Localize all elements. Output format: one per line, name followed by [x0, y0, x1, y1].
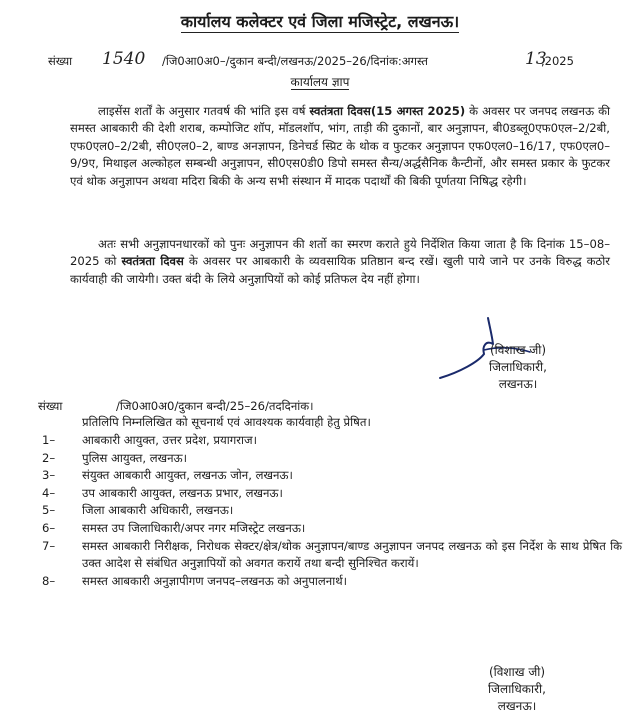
paragraph-2: अतः सभी अनुज्ञापनधारकों को पुनः अनुज्ञापन की शर्तो का स्मरण कराते हुये निर्देशित किया जाता है कि दिनांक 15–08–2025 को स्वतंत्रता दिवस के अवसर पर आबकारी के व्यवसायिक प्रतिष्ठान बन्द रखें। खुली पाये जाने पर उनके विरुद्ध कठोर कार्यवाही की जायेगी। उक्त बंदी के लिये अनुज्ञापियों को कोई प्रतिफल देय नहीं होगा। — [70, 237, 610, 286]
reference-year: ,2025 — [541, 54, 574, 68]
list-item: 4– उप आबकारी आयुक्त, लखनऊ प्रभार, लखनऊ। — [42, 485, 283, 500]
signature-block-copy — [455, 664, 579, 715]
copy-reference-label: संख्या — [38, 399, 63, 413]
list-item: 6– समस्त उप जिलाधिकारी/अपर नगर मजिस्ट्रेट लखनऊ। — [42, 520, 306, 535]
list-item: 1– आबकारी आयुक्त, उत्तर प्रदेश, प्रयागराज। — [42, 433, 257, 447]
list-item: 7– समस्त आबकारी निरीक्षक, निरोधक सेक्टर/क्षेत्र/थोक अनुज्ञापन/बाण्ड अनुज्ञापन जनपद लखनऊ को इस निर्देश के साथ प्रेषित कि उक्त आदेश से संबंधित अनुज्ञापियों को अवगत करायें तथा बन्दी सुनिश्चित करायें। — [42, 538, 622, 571]
paragraph-1: लाइसेंस शर्तों के अनुसार गतवर्ष की भांति इस वर्ष स्वतंत्रता दिवस(15 अगस्त 2025) के अवसर पर जनपद लखनऊ की समस्त आबकारी की देशी शराब, कम्पोजिट शॉप, मॉडलशॉप, भांग, ताड़ी की दुकानों, बार अनुज्ञापन, बी0डब्लू0एफ0एल–2/2बी, एफ0एल0–2/2बी, सी0एल0–2, बाण्ड अनज्ञापन, डिनेचर्ड स्प्रिट के थोक व फुटकर अनुज्ञापन एफ0एल0–16/17, एफ0एल0–9/9ए, मिथाइल अल्कोहल सम्बन्धी अनुज्ञापन, सी0एस0डी0 डिपो समस्त सैन्य/अर्द्धसैनिक कैन्टीनों, और समस्त प्रकार के फुटकर एवं थोक अनुज्ञापन अथवा मदिरा बिकी के अन्य सभी संस्थान में मादक पदार्थों की बिकी पूर्णतया निषिद्ध रहेगी। — [70, 104, 611, 188]
handwritten-dispatch-number: 1540 — [102, 49, 146, 69]
copy-recipient-list — [42, 432, 622, 590]
handwritten-date-day: 13 — [525, 49, 547, 69]
signatory-designation-copy: जिलाधिकारी, — [488, 682, 546, 696]
office-title: कार्यालय कलेक्टर एवं जिला मजिस्ट्रेट, लखनऊ। — [180, 12, 460, 31]
signatory-name-copy: (विशाख जी) — [488, 665, 546, 679]
paragraph-1-highlight: स्वतंत्रता दिवस(15 अगस्त 2025) — [309, 104, 466, 118]
copy-reference-number: /जि0आ0अ0/दुकान बन्दी/25–26/तददिनांक। — [116, 399, 314, 413]
list-item: 5– जिला आबकारी अधिकारी, लखनऊ। — [42, 503, 234, 518]
list-item: 3– संयुक्त आबकारी आयुक्त, लखनऊ जोन, लखनऊ। — [42, 468, 293, 483]
list-item: 2– पुलिस आयुक्त, लखनऊ। — [42, 450, 188, 465]
paragraph-2-highlight: स्वतंत्रता दिवस — [121, 254, 184, 269]
copy-forward-text: प्रतिलिपि निम्नलिखित को सूचनार्थ एवं आवश्यक कार्यवाही हेतु प्रेषित। — [82, 415, 371, 429]
reference-label: संख्या — [48, 54, 73, 68]
signature-block — [458, 342, 578, 393]
memo-title: कार्यालय ज्ञाप — [290, 75, 350, 89]
signatory-name: (विशाख जी) — [489, 343, 547, 357]
copy-reference-line — [38, 399, 314, 414]
reference-middle: /जि0आ0अ0–/दुकान बन्दी/लखनऊ/2025–26/दिनांक:अगस्त — [162, 54, 428, 68]
signatory-designation: जिलाधिकारी, — [489, 360, 547, 374]
list-item: 8– समस्त आबकारी अनुज्ञापीगण जनपद–लखनऊ को अनुपालनार्थ। — [42, 573, 348, 588]
signatory-place-copy: लखनऊ। — [497, 699, 537, 713]
signatory-place: लखनऊ। — [498, 377, 538, 391]
